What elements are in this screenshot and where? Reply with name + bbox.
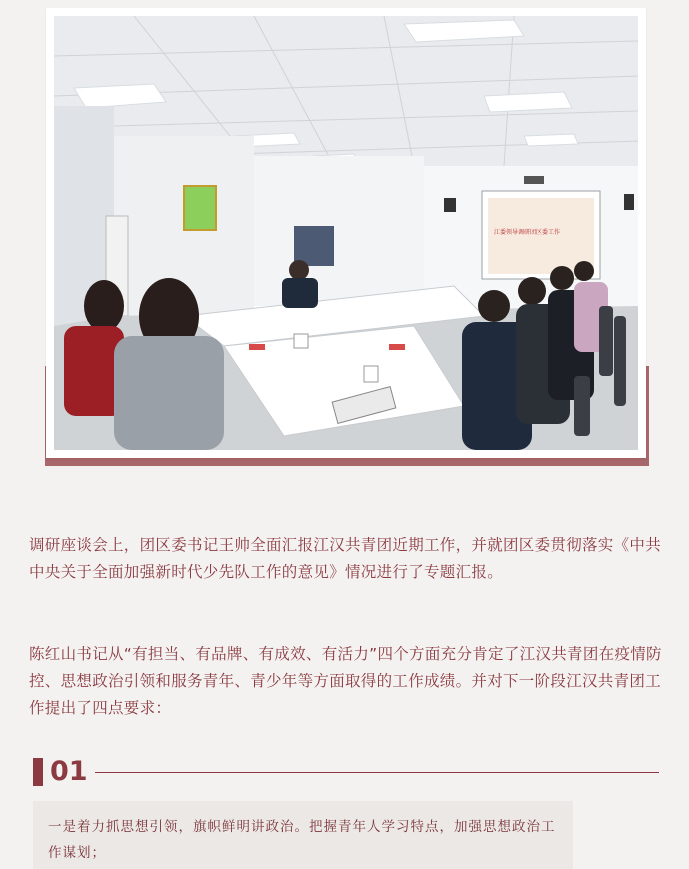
- screen-text: 江委领导调研团区委工作: [494, 229, 561, 236]
- section-content-text: 一是着力抓思想引领，旗帜鲜明讲政治。把握青年人学习特点，加强思想政治工作谋划；: [48, 819, 556, 861]
- paragraph-requirements: 陈红山书记从“有担当、有品牌、有成效、有活力”四个方面充分肯定了江汉共青团在疫情防控、思想政治引领和服务青年、青少年等方面取得的工作成绩。并对下一阶段江汉共青团工作提出了四点要求：: [29, 645, 662, 717]
- photo-card: [46, 8, 646, 458]
- section-content-box: [33, 801, 573, 869]
- section-number: 01: [50, 756, 88, 787]
- section-marker-bar: [33, 758, 43, 786]
- paragraph-report: 调研座谈会上，团区委书记王帅全面汇报江汉共青团近期工作，并就团区委贯彻落实《中共中央关于全面加强新时代少先队工作的意见》情况进行了专题汇报。: [29, 536, 662, 581]
- meeting-photo: [54, 16, 638, 450]
- section-header: [33, 755, 659, 791]
- section-divider: [95, 772, 659, 773]
